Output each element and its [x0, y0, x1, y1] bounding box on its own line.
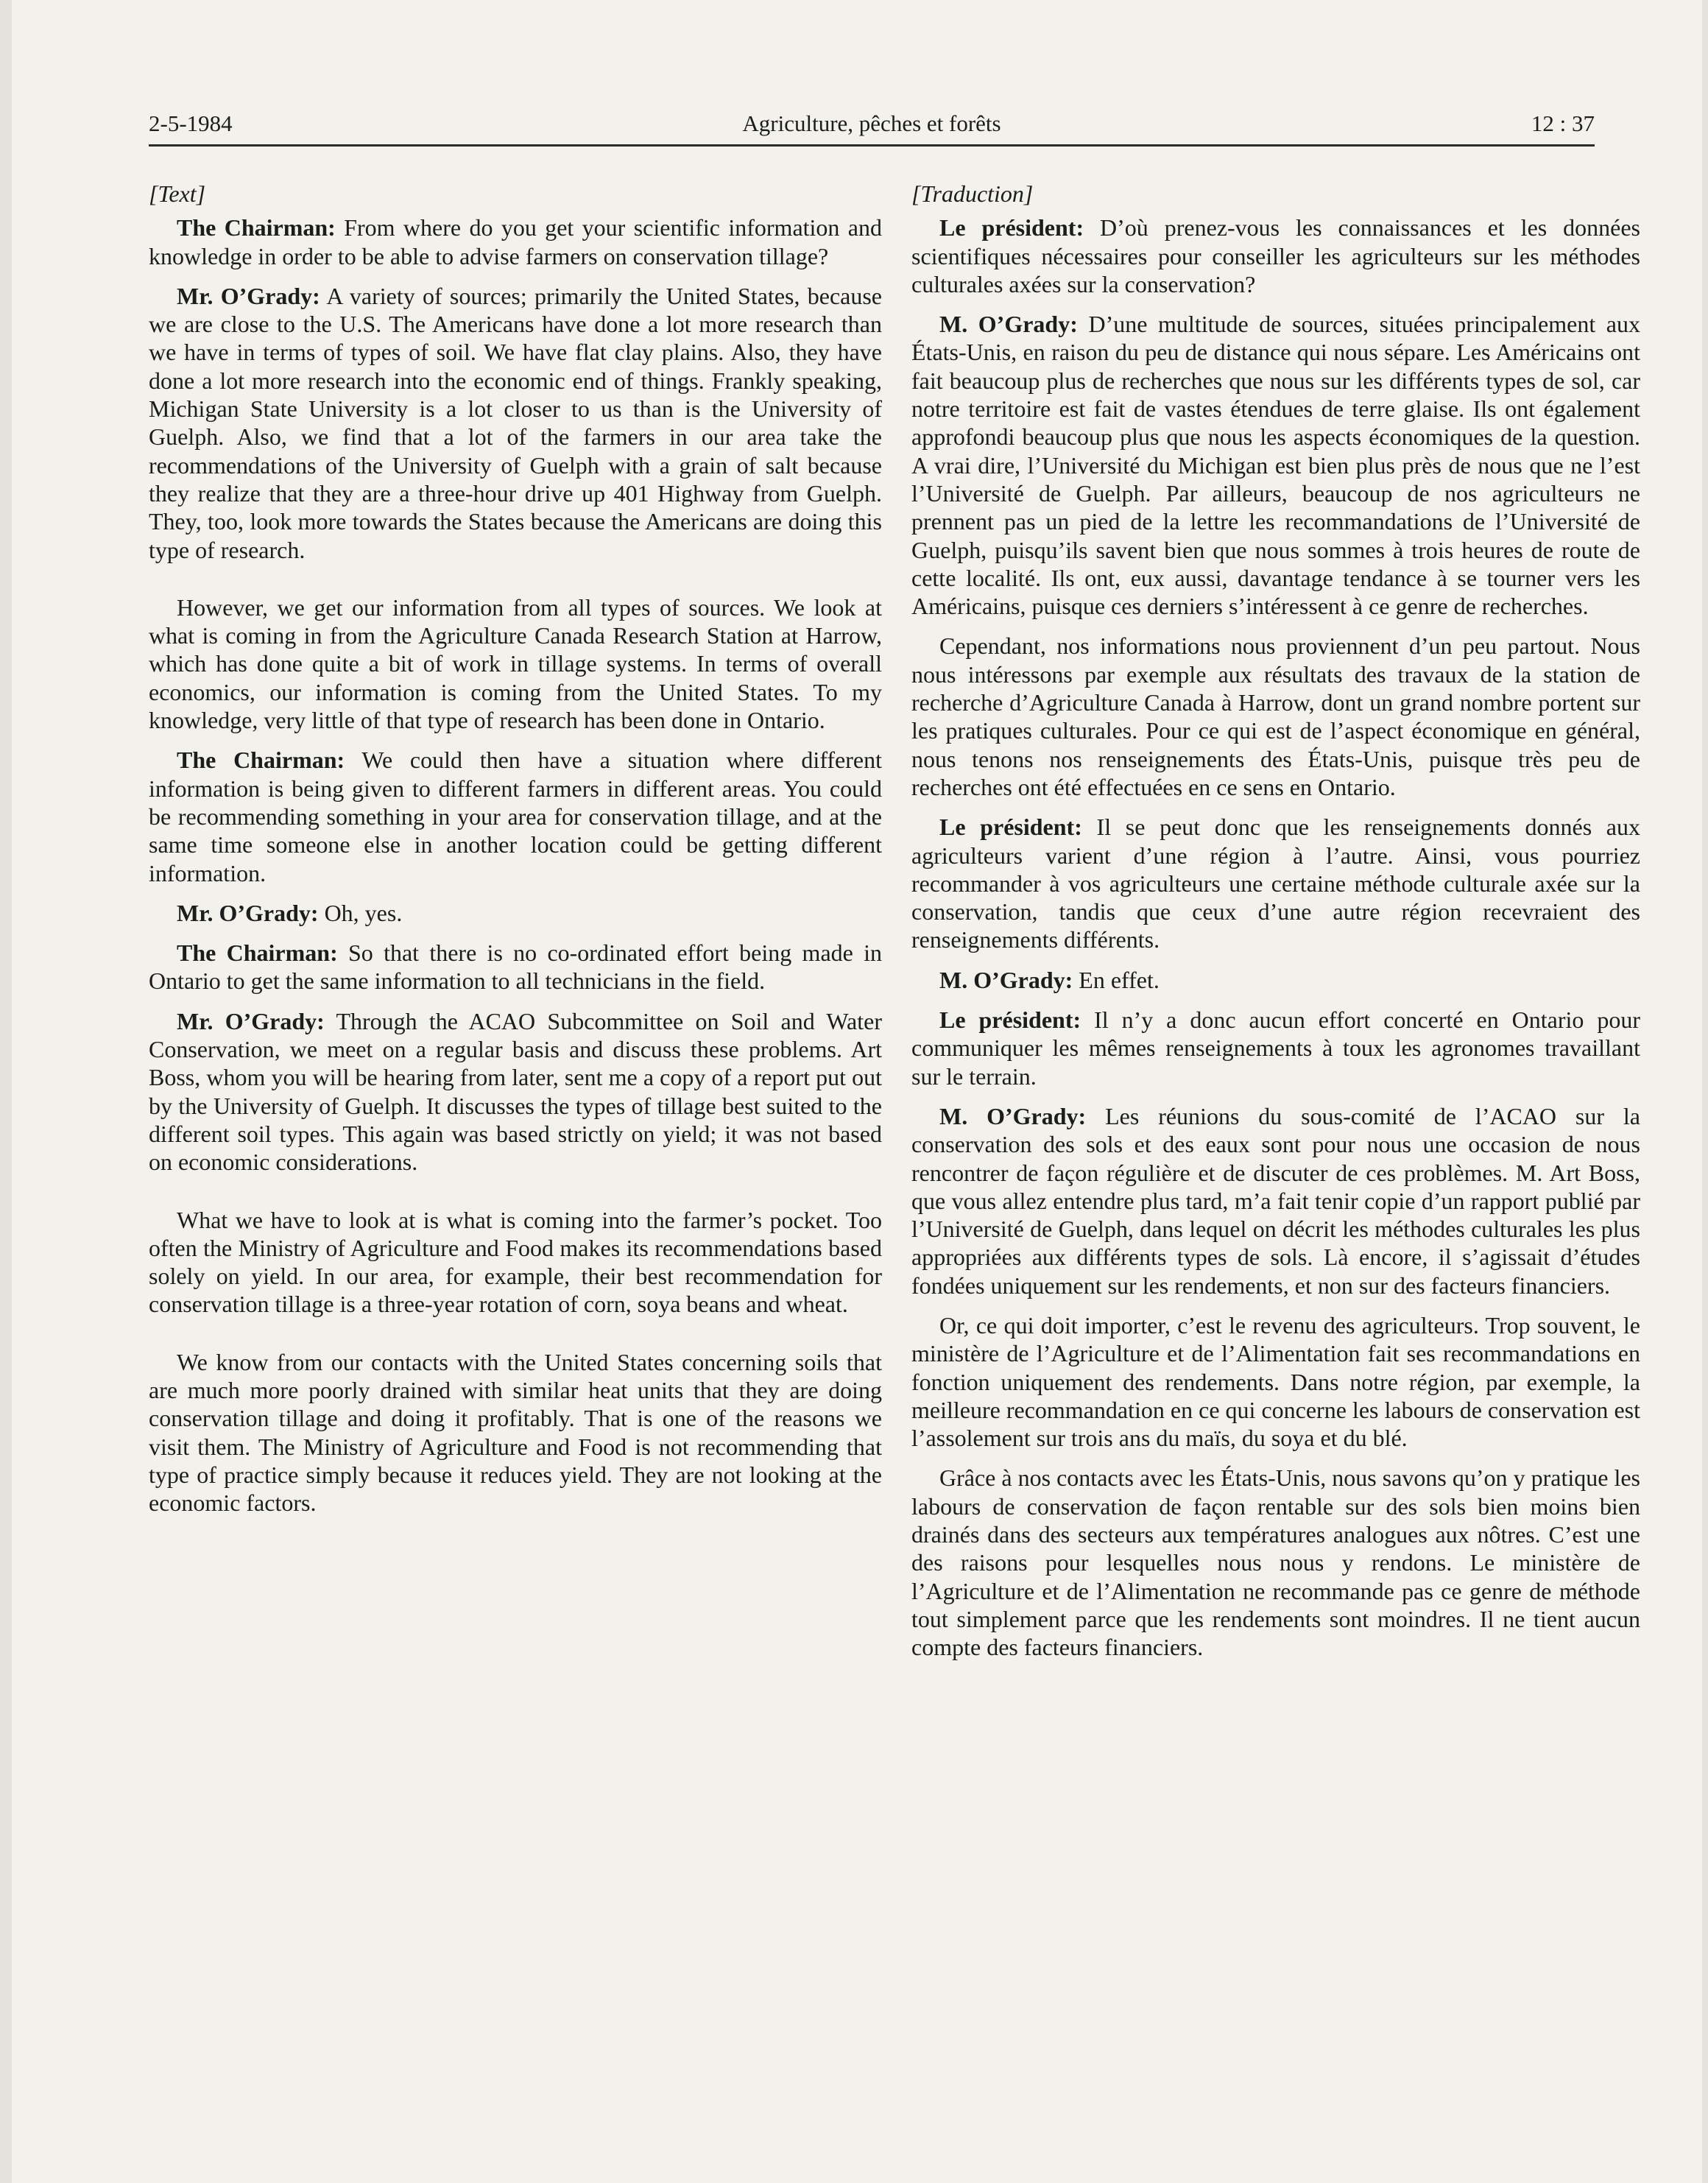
french-heading: [Traduction]	[911, 180, 1034, 207]
speech-text: From where do you get your scientific information and knowledge in order to be able to advise farmers on conservation tillage?	[149, 214, 883, 269]
french-paragraph	[911, 1006, 1640, 1090]
french-paragraph	[911, 813, 1640, 953]
english-paragraph	[149, 746, 882, 886]
document-page	[12, 0, 1702, 2183]
english-paragraph	[149, 593, 882, 734]
speaker-label: The Chairman:	[177, 747, 345, 774]
french-paragraph	[911, 966, 1640, 994]
english-column	[149, 180, 882, 1528]
french-paragraph	[911, 1311, 1640, 1452]
french-paragraph	[911, 1102, 1640, 1299]
speech-text: Cependant, nos informations nous proviennent d’un peu partout. Nous nous intéressons par exemple aux résultats des travaux de la station de recherche d’Agriculture Canada à Harrow, dont un grand nombre portent sur les pratiques culturales. Pour ce qui est de l’aspect économique en général, nous tenons nos renseignements des États-Unis, puisque très peu de recherches ont été effectuées en ce sens en Ontario.	[911, 632, 1640, 800]
page-header	[149, 100, 1595, 147]
speech-text: So that there is no co-ordinated effort being made in Ontario to get the same information to all technicians in the field.	[149, 939, 883, 995]
speaker-label: M. O’Grady:	[939, 311, 1078, 338]
speaker-label: M. O’Grady:	[939, 1102, 1087, 1129]
english-paragraph	[149, 1348, 882, 1517]
english-paragraph	[149, 214, 882, 270]
french-column	[911, 180, 1640, 1674]
french-paragraph	[911, 1464, 1640, 1661]
english-paragraph	[149, 939, 882, 995]
header-page-number: 12 : 37	[1531, 110, 1595, 136]
speech-text: A variety of sources; primarily the United States, because we are close to the U.S. The Americans have done a lot more research than we have in terms of types of soil. We have flat clay plains. Also, they have done a lot more research into the economic end of things. Frankly speaking, Michigan State University is a lot closer to us than is the University of Guelph. Also, we find that a lot of the farmers in our area take the recommendations of the University of Guelph with a grain of salt because they realize that they are a three-hour drive up 401 Highway from Guelph. They, too, look more towards the States because the Americans are doing this type of research.	[149, 282, 883, 563]
speech-text: Through the ACAO Subcommittee on Soil and Water Conservation, we meet on a regular basis and discuss these problems. Art Boss, whom you will be hearing from later, sent me a copy of a report put out by the University of Guelph. It discusses the types of tillage best suited to the different soil types. This again was based strictly on yield; it was not based on economic considerations.	[149, 1007, 883, 1176]
speech-text: What we have to look at is what is coming into the farmer’s pocket. Too often the Ministry of Agriculture and Food makes its recommendations based solely on yield. In our area, for example, their best recommendation for conservation tillage is a three-year rotation of corn, soya beans and wheat.	[149, 1206, 882, 1318]
speaker-label: Mr. O’Grady:	[177, 899, 319, 926]
speaker-label: Mr. O’Grady:	[177, 282, 320, 309]
speech-text: En effet.	[1073, 966, 1160, 993]
speech-text: Il se peut donc que les renseignements donnés aux agriculteurs varient d’une région à l’autre. Ainsi, vous pourriez recommander à vos agriculteurs une certaine méthode culturale axée sur la conservation, tandis que ceux d’une autre région recevraient des renseignements différents.	[911, 814, 1641, 953]
speaker-label: Le président:	[939, 1006, 1081, 1034]
speech-text: We know from our contacts with the United States concerning soils that are much more poorly drained with similar heat units that they are doing conservation tillage and doing it profitably. That is one of the reasons we visit them. The Ministry of Agriculture and Food is not recommending that type of practice simply because it reduces yield. They are not looking at the economic factors.	[149, 1348, 882, 1517]
speaker-label: Le président:	[939, 214, 1084, 241]
speaker-label: Le président:	[939, 814, 1082, 841]
speech-text: We could then have a situation where different information is being given to different farmers in different areas. You could be recommending something in your area for conservation tillage, and at the same time someone else in another location could be getting different information.	[149, 747, 883, 886]
speech-text: Oh, yes.	[318, 899, 403, 926]
speech-text: D’une multitude de sources, situées principalement aux États-Unis, en raison du peu de distance qui nous sépare. Les Américains ont fait beaucoup plus de recherches que nous sur les différents types de sol, car notre territoire est fait de vastes étendues de terre glaise. Ils ont également approfondi beaucoup plus que nous les aspects économiques de la question. A vrai dire, l’Université du Michigan est bien plus près de nous que ne l’est l’Université de Guelph. Par ailleurs, beaucoup de nos agriculteurs ne prennent pas un pied de la lettre les recommandations de l’Université de Guelph, puisqu’ils savent bien que nous sommes à trois heures de route de cette localité. Ils ont, eux aussi, davantage tendance à se tourner vers les Américains, puisque ces derniers s’intéressent à ce genre de recherches.	[911, 311, 1641, 620]
english-paragraph	[149, 282, 882, 564]
speech-text: Or, ce qui doit importer, c’est le revenu des agriculteurs. Trop souvent, le ministère de l’Agriculture et de l’Alimentation fait ses recommandations en fonction uniquement des rendements. Dans notre région, par exemple, la meilleure recommandation en ce qui concerne les labours de conservation est l’assolement sur trois ans du maïs, du soya et du blé.	[911, 1311, 1640, 1452]
speaker-label: M. O’Grady:	[939, 966, 1073, 993]
speech-text: Grâce à nos contacts avec les États-Unis, nous savons qu’on y pratique les labours de conservation de façon rentable sur des sols bien moins bien drainés dans des secteurs aux températures analogues aux nôtres. C’est une des raisons pour lesquelles nous nous y rendons. Le ministère de l’Agriculture et de l’Alimentation ne recommande pas ce genre de méthode tout simplement parce que les rendements sont moindres. Il ne tient aucun compte des facteurs financiers.	[911, 1464, 1640, 1661]
french-paragraph	[911, 632, 1640, 801]
english-paragraph	[149, 899, 882, 927]
english-paragraph	[149, 1206, 882, 1319]
french-paragraph	[911, 310, 1640, 620]
speech-text: Les réunions du sous-comité de l’ACAO sur la conservation des sols et des eaux sont pour nous une occasion de nous rencontrer de façon régulière et de discuter de ces problèmes. M. Art Boss, que vous allez entendre plus tard, m’a fait tenir copie d’un rapport publié par l’Université de Guelph, dans lequel on décrit les méthodes culturales les plus appropriées aux différents types de sols. Là encore, il s’agissait d’études fondées uniquement sur les rendements, et non sur des facteurs financiers.	[911, 1102, 1641, 1299]
french-paragraph	[911, 214, 1640, 298]
speech-text: However, we get our information from all types of sources. We look at what is coming in from the Agriculture Canada Research Station at Harrow, which has done quite a bit of work in tillage systems. In terms of overall economics, our information is coming from the United States. To my knowledge, very little of that type of research has been done in Ontario.	[149, 593, 882, 734]
speaker-label: Mr. O’Grady:	[177, 1007, 325, 1034]
speech-text: Il n’y a donc aucun effort concerté en Ontario pour communiquer les mêmes renseignements à toux les agronomes travaillant sur le terrain.	[911, 1006, 1641, 1090]
speaker-label: The Chairman:	[177, 214, 336, 241]
english-heading: [Text]	[149, 180, 206, 207]
speech-text: D’où prenez-vous les connaissances et les données scientifiques nécessaires pour conseiller les agriculteurs sur les méthodes culturales axées sur la conservation?	[911, 214, 1641, 297]
english-paragraph	[149, 1007, 882, 1177]
header-date: 2-5-1984	[149, 110, 233, 136]
header-title: Agriculture, pêches et forêts	[742, 110, 1001, 136]
speaker-label: The Chairman:	[177, 939, 338, 967]
